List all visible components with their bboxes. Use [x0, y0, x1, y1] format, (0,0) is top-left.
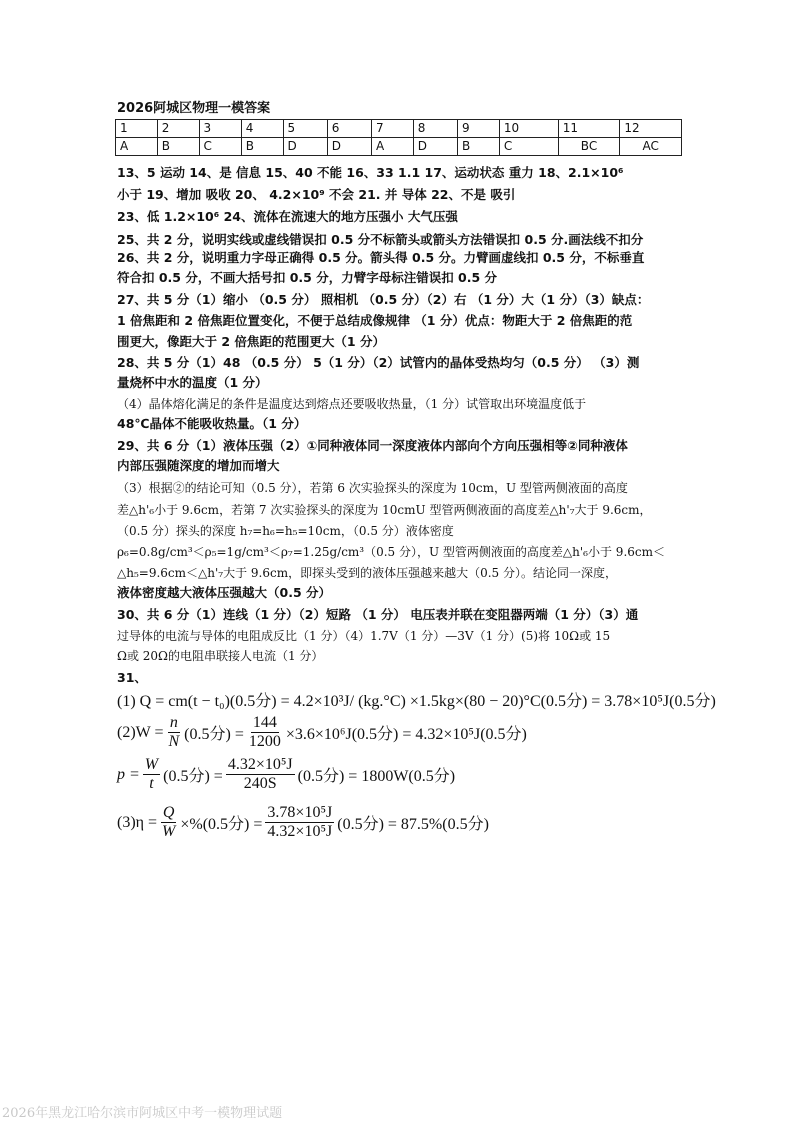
denominator: 1200	[248, 733, 281, 750]
equation-text: (3)η =	[117, 813, 158, 831]
answer-table	[115, 119, 682, 156]
table-cell: A	[116, 138, 158, 156]
table-cell: 6	[327, 120, 371, 138]
table-cell: D	[283, 138, 327, 156]
equation-text: p =	[117, 765, 140, 783]
fraction	[143, 756, 160, 793]
table-cell: 1	[116, 120, 158, 138]
answer-line: 29、共 6 分（1）液体压强（2）①同种液体同一深度液体内部向个方向压强相等②同种液体	[117, 438, 628, 453]
numerator: 144	[252, 714, 277, 731]
answer-line: 48℃晶体不能吸收热量。（1 分）	[117, 416, 307, 431]
table-cell: 3	[199, 120, 241, 138]
answer-line: ρ₆=0.8g/cm³＜ρ₅=1g/cm³＜ρ₇=1.25g/cm³（0.5 分），U 型管两侧液面的高度差△h'₆小于 9.6cm＜	[117, 545, 665, 559]
table-cell: B	[458, 138, 500, 156]
table-cell: D	[327, 138, 371, 156]
answer-line: 量烧杯中水的温度（1 分）	[117, 375, 268, 390]
answer-line: 差△h'₆小于 9.6cm，若第 7 次实验探头的深度为 10cmU 型管两侧液面的高度差△h'₇大于 9.6cm，	[117, 503, 652, 517]
numerator: 4.32×10⁵J	[227, 756, 293, 773]
equation-text: ×3.6×10⁶J(0.5分) = 4.32×10⁵J(0.5分)	[285, 726, 527, 743]
equation-text: (0.5分) = 1800W(0.5分)	[297, 768, 456, 785]
denominator: 240S	[243, 775, 277, 792]
table-cell: A	[372, 138, 414, 156]
answer-line: 26、共 2 分，说明重力字母正确得 0.5 分。箭头得 0.5 分。力臂画虚线扣 0.5 分，不标垂直	[117, 250, 645, 265]
table-row	[116, 138, 682, 156]
table-cell: 2	[157, 120, 199, 138]
table-cell: C	[199, 138, 241, 156]
answer-line: 30、共 6 分（1）连线（1 分）（2）短路 （1 分） 电压表并联在变阻器两端（1 分）（3）通	[117, 607, 639, 622]
page-title: 2026阿城区物理一模答案	[117, 101, 271, 116]
answer-line: △h₅=9.6cm＜△h'₇大于 9.6cm，即探头受到的液体压强越来越大（0.5 分）。结论同一深度，	[117, 566, 617, 580]
answer-line: （4）晶体熔化满足的条件是温度达到熔点还要吸收热量，（1 分）试管取出环境温度低于	[117, 397, 587, 411]
denominator: t	[149, 775, 154, 792]
answer-line: 31、	[117, 670, 147, 685]
answer-line: Ω或 20Ω的电阻串联接人电流（1 分）	[117, 649, 324, 663]
footer-watermark: 2026年黑龙江哈尔滨市阿城区中考一模物理试题	[2, 1106, 283, 1121]
equation-text: (0.5分) =	[184, 726, 244, 743]
table-cell: B	[157, 138, 199, 156]
table-cell: 4	[241, 120, 283, 138]
table-cell: 11	[558, 120, 620, 138]
equation-text: (1) Q = cm(t − t₀)(0.5分) = 4.2×10³J/ (kg.°C) ×1.5kg×(80 − 20)°C(0.5分) = 3.78×10⁵J(0.5分)	[117, 693, 716, 710]
equation-2	[117, 714, 527, 751]
answer-line: 符合扣 0.5 分，不画大括号扣 0.5 分，力臂字母标注错误扣 0.5 分	[117, 270, 498, 285]
numerator: Q	[162, 804, 175, 821]
denominator: N	[168, 733, 180, 750]
numerator: 3.78×10⁵J	[267, 804, 333, 821]
fraction	[247, 714, 283, 751]
numerator: W	[144, 756, 159, 773]
denominator: W	[162, 823, 176, 840]
fraction	[226, 756, 295, 793]
table-cell: 8	[413, 120, 457, 138]
table-cell: 7	[372, 120, 414, 138]
table-cell: C	[499, 138, 558, 156]
answer-line: 内部压强随深度的增加而增大	[117, 458, 280, 473]
answer-line: 围更大，像距大于 2 倍焦距的范围更大（1 分）	[117, 334, 385, 349]
answer-line: 小于 19、增加 吸收 20、 4.2×10⁹ 不会 21. 并 导体 22、不是 吸引	[117, 187, 516, 202]
answer-line: 13、5 运动 14、是 信息 15、40 不能 16、33 1.1 17、运动状态 重力 18、2.1×10⁶	[117, 165, 624, 180]
table-cell: 12	[620, 120, 682, 138]
table-cell: 9	[458, 120, 500, 138]
answer-line: （3）根据②的结论可知（0.5 分），若第 6 次实验探头的深度为 10cm，U 型管两侧液面的高度	[117, 481, 628, 495]
table-cell: 5	[283, 120, 327, 138]
equation-text: (0.5分) = 87.5%(0.5分)	[337, 816, 489, 833]
answer-line: 28、共 5 分（1）48 （0.5 分） 5（1 分）（2）试管内的晶体受热均匀（0.5 分） （3）测	[117, 355, 640, 370]
denominator: 4.32×10⁵J	[267, 823, 333, 840]
table-row	[116, 120, 682, 138]
equation-text: (0.5分) =	[163, 768, 223, 785]
table-cell: 10	[499, 120, 558, 138]
table-cell: D	[413, 138, 457, 156]
answer-line: 过导体的电流与导体的电阻成反比（1 分）（4）1.7V（1 分）—3V（1 分）(5)将 10Ω或 15	[117, 629, 611, 643]
equation-4	[117, 804, 489, 841]
numerator: n	[169, 714, 178, 731]
fraction	[160, 804, 177, 841]
table-cell: AC	[620, 138, 682, 156]
equation-1	[117, 688, 716, 711]
equation-text: (2)W =	[117, 723, 164, 741]
table-cell: BC	[558, 138, 620, 156]
fraction	[167, 714, 182, 751]
answer-line: 23、低 1.2×10⁶ 24、流体在流速大的地方压强小 大气压强	[117, 209, 458, 224]
table-cell: B	[241, 138, 283, 156]
fraction	[265, 804, 334, 841]
equation-3	[117, 756, 455, 793]
equation-text: ×%(0.5分) =	[180, 816, 263, 833]
answer-line: （0.5 分）探头的深度 h₇=h₆=h₅=10cm，（0.5 分）液体密度	[117, 524, 454, 538]
answer-line: 1 倍焦距和 2 倍焦距位置变化，不便于总结成像规律 （1 分）优点：物距大于 2 倍焦距的范	[117, 313, 633, 328]
answer-line: 27、共 5 分（1）缩小 （0.5 分） 照相机 （0.5 分）（2）右 （1 分）大（1 分）（3）缺点：	[117, 292, 650, 307]
answer-line: 液体密度越大液体压强越大（0.5 分）	[117, 585, 331, 600]
answer-line: 25、共 2 分，说明实线或虚线错误扣 0.5 分不标箭头或箭头方法错误扣 0.5 分.画法线不扣分	[117, 232, 644, 247]
